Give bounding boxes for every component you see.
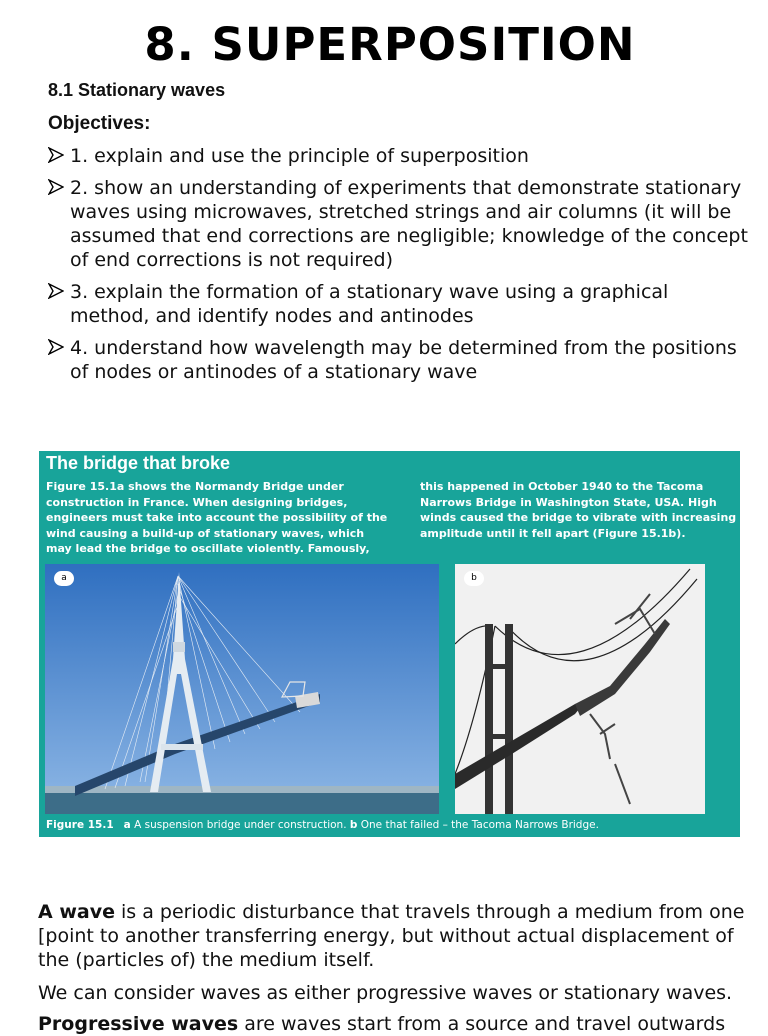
- normandy-bridge-photo: [45, 564, 439, 814]
- objectives-heading: Objectives:: [48, 113, 151, 134]
- section-heading: 8.1 Stationary waves: [48, 80, 226, 100]
- progressive-waves-term: Progressive waves: [38, 1013, 239, 1035]
- figure-title: The bridge that broke: [46, 453, 231, 473]
- arrowhead-bullet-icon: [48, 336, 64, 360]
- progressive-waves-paragraph: [38, 1012, 748, 1036]
- objectives-list: [48, 144, 748, 392]
- caption-a-marker: a: [123, 819, 131, 831]
- figure-text-left: Figure 15.1a shows the Normandy Bridge under construction in France. When designing bridges, engineers must take into account the possibility of the wind causing a build-up of stationary waves, which may lead the bridge to oscillate violently. Famously,: [46, 480, 388, 555]
- objective-text: 2. show an understanding of experiments that demonstrate stationary waves using microwaves, stretched strings and air columns (it will be assumed that end corrections are negligible; knowledge of the concept of end corrections is not required): [70, 177, 748, 271]
- caption-b-text: One that failed – the Tacoma Narrows Bridge.: [360, 819, 599, 831]
- wave-term: A wave: [38, 901, 115, 923]
- photo-label-b: b: [464, 571, 484, 586]
- tacoma-bridge-photo: [455, 564, 705, 814]
- objective-item: [48, 280, 748, 328]
- objective-item: [48, 176, 748, 272]
- objective-item: [48, 336, 748, 384]
- wave-types-paragraph: We can consider waves as either progressive waves or stationary waves.: [38, 982, 733, 1004]
- arrowhead-bullet-icon: [48, 280, 64, 304]
- caption-prefix: Figure 15.1: [46, 819, 114, 831]
- objective-text: 4. understand how wavelength may be determined from the positions of nodes or antinodes of a stationary wave: [70, 337, 737, 383]
- figure-text-right: this happened in October 1940 to the Tacoma Narrows Bridge in Washington State, USA. High winds caused the bridge to vibrate with increasing amplitude until it fell apart (Figure 15.1b).: [420, 480, 737, 540]
- figure-caption: [46, 819, 599, 831]
- arrowhead-bullet-icon: [48, 176, 64, 200]
- page-title: 8. SUPERPOSITION: [144, 18, 636, 71]
- arrowhead-bullet-icon: [48, 144, 64, 168]
- objective-text: 1. explain and use the principle of superposition: [70, 145, 529, 167]
- bridge-figure: [39, 451, 740, 837]
- progressive-waves-text: are waves start from a source and travel outwards: [238, 1013, 726, 1035]
- wave-definition: [38, 900, 748, 972]
- wave-definition-text: is a periodic disturbance that travels through a medium from one [point to another transferring energy, but without actual displacement of the (particles of) the medium itself.: [38, 901, 745, 971]
- objective-text: 3. explain the formation of a stationary wave using a graphical method, and identify nodes and antinodes: [70, 281, 669, 327]
- objective-item: [48, 144, 748, 168]
- caption-b-marker: b: [349, 819, 358, 831]
- photo-label-a: a: [54, 571, 74, 586]
- caption-a-text: A suspension bridge under construction.: [134, 819, 347, 831]
